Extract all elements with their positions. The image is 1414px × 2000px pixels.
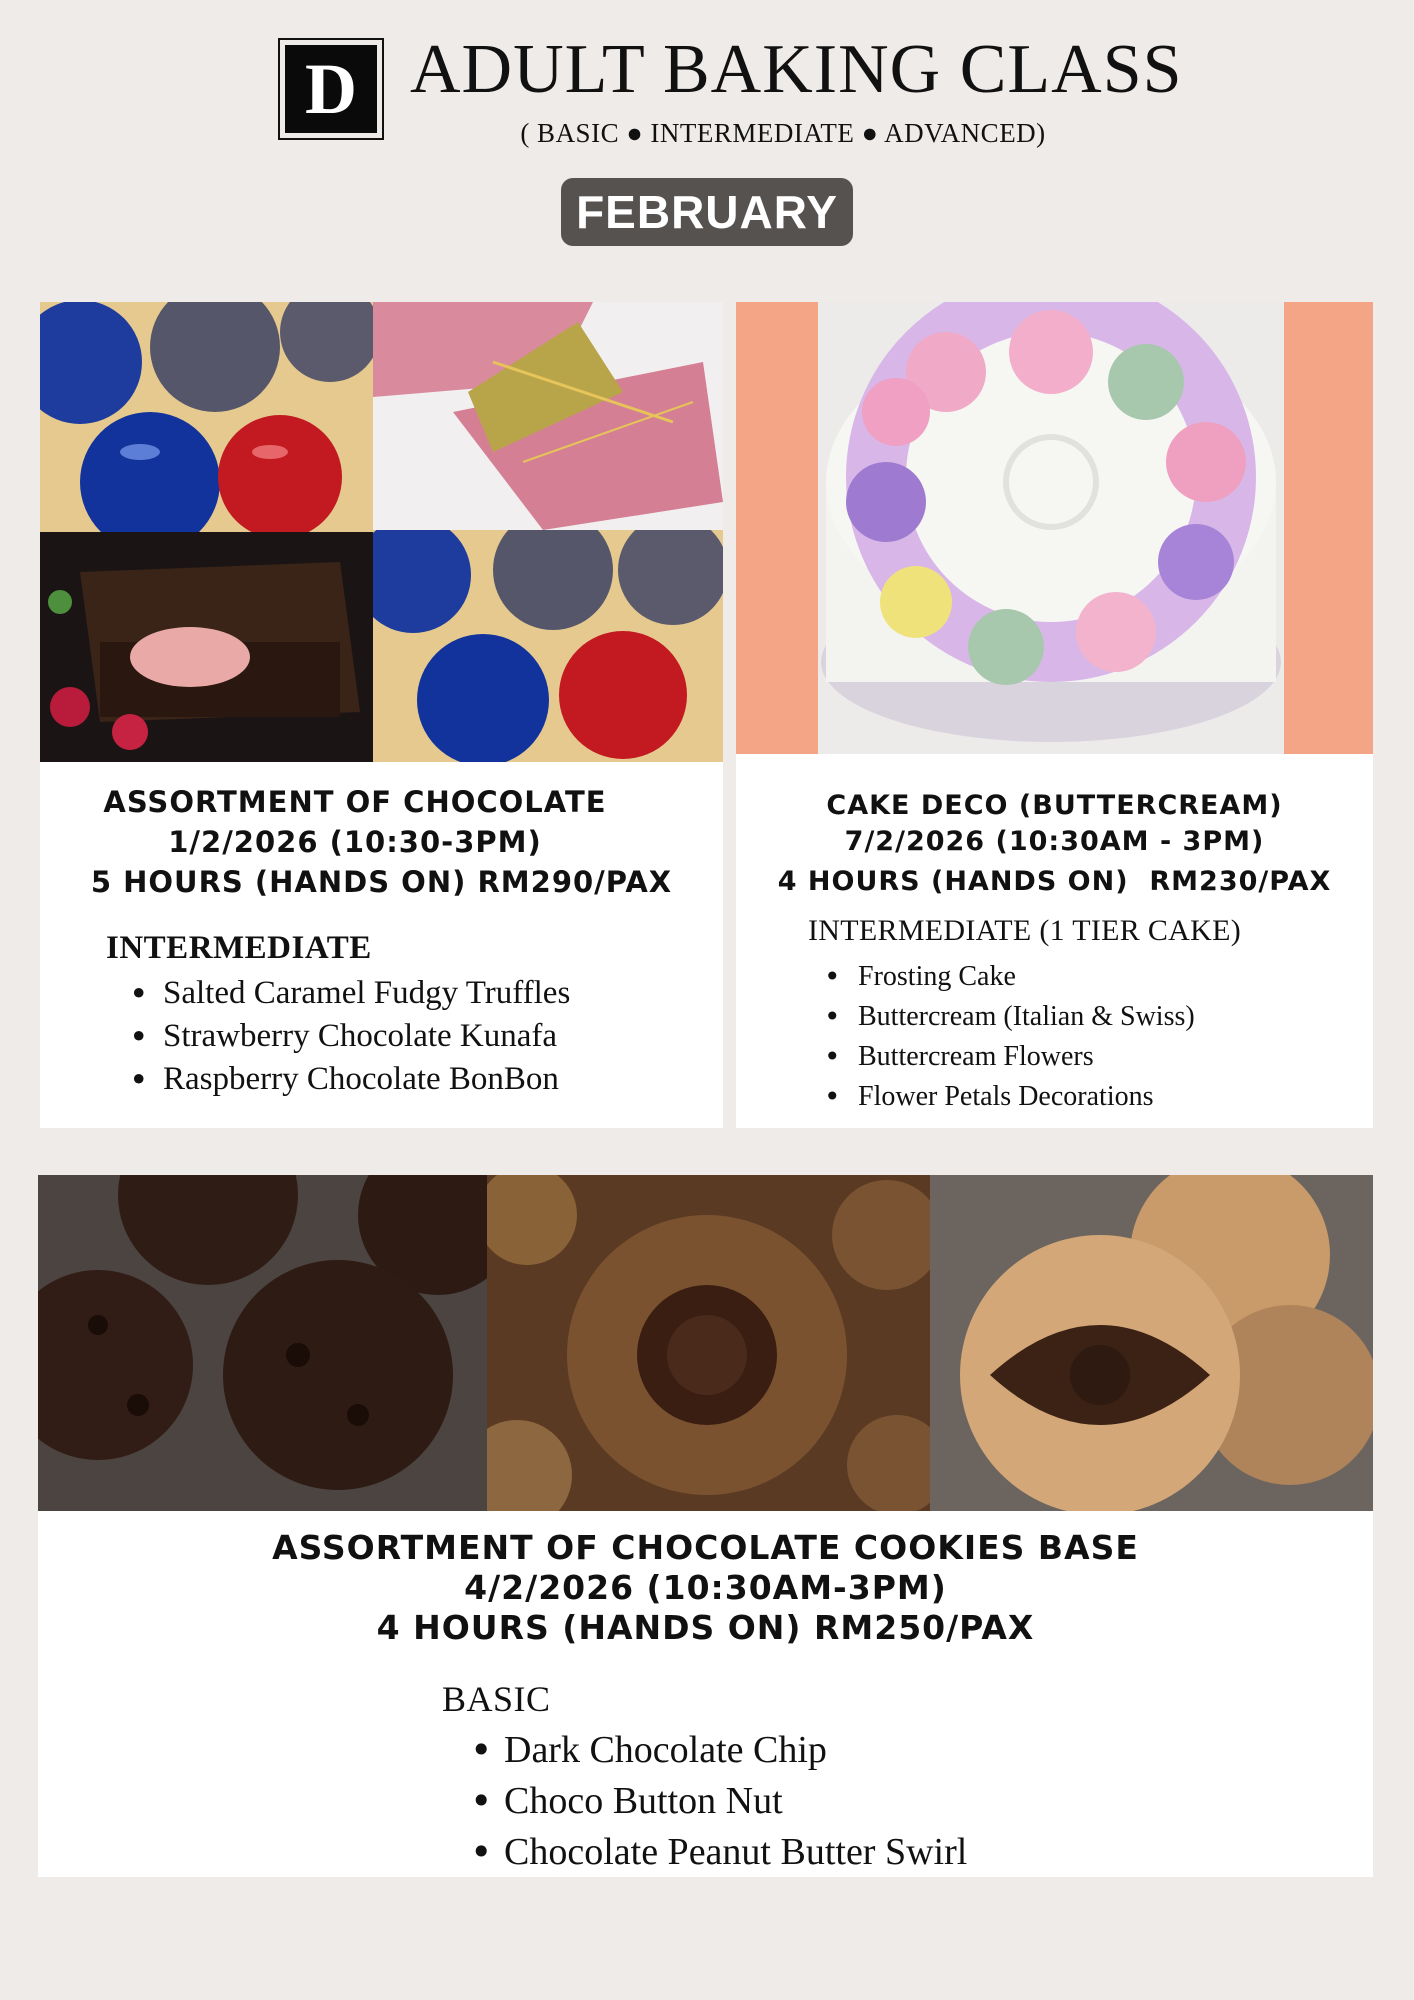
class-card-cookies <box>38 1175 1373 1877</box>
class-menu-list <box>858 957 1195 1117</box>
class-level: BASIC <box>442 1679 551 1719</box>
kunafa-bar-photo <box>373 302 723 530</box>
list-item: • Raspberry Chocolate BonBon <box>163 1058 570 1101</box>
choc-chip-cookie-photo <box>38 1175 487 1511</box>
list-item: • Salted Caramel Fudgy Truffles <box>163 972 570 1015</box>
class-duration-price: 5 HOURS (HANDS ON) RM290/PAX <box>90 865 673 899</box>
list-item: • Buttercream (Italian & Swiss) <box>858 997 1195 1037</box>
class-level: INTERMEDIATE <box>106 930 372 966</box>
class-card-cake-deco <box>736 302 1373 1128</box>
list-item: • Dark Chocolate Chip <box>504 1725 967 1776</box>
class-date: 7/2/2026 (10:30AM - 3PM) <box>844 826 1265 857</box>
raspberry-bonbon-photo <box>40 532 373 762</box>
class-name: ASSORTMENT OF CHOCOLATE <box>103 785 607 819</box>
level-subtitle-wrap <box>0 118 1414 149</box>
class-duration-price: 4 HOURS (HANDS ON) RM250/PAX <box>376 1608 1035 1647</box>
class-menu-list <box>163 972 570 1101</box>
list-item: • Flower Petals Decorations <box>858 1077 1195 1117</box>
logo-letter: D <box>285 45 377 133</box>
list-item: • Strawberry Chocolate Kunafa <box>163 1015 570 1058</box>
class-menu-list <box>504 1725 967 1878</box>
class-card-chocolate <box>40 302 723 1128</box>
level-subtitle: ( BASIC ● INTERMEDIATE ● ADVANCED) <box>520 118 1046 148</box>
peanut-butter-swirl-cookie-photo <box>930 1175 1373 1511</box>
nut-thumbprint-cookie-photo <box>487 1175 930 1511</box>
class-date: 1/2/2026 (10:30-3PM) <box>168 825 542 859</box>
class-date: 4/2/2026 (10:30AM-3PM) <box>464 1568 947 1607</box>
class-level: INTERMEDIATE (1 TIER CAKE) <box>808 914 1242 947</box>
bonbon-photo <box>40 302 373 532</box>
class-name: ASSORTMENT OF CHOCOLATE COOKIES BASE <box>272 1528 1139 1567</box>
list-item: • Buttercream Flowers <box>858 1037 1195 1077</box>
list-item: • Frosting Cake <box>858 957 1195 997</box>
page-title: ADULT BAKING CLASS <box>410 31 1183 108</box>
month-badge: FEBRUARY <box>561 178 853 246</box>
bonbon-photo-2 <box>373 530 723 762</box>
list-item: • Choco Button Nut <box>504 1776 967 1827</box>
buttercream-cake-photo <box>736 302 1373 754</box>
list-item: • Chocolate Peanut Butter Swirl <box>504 1827 967 1878</box>
class-duration-price: 4 HOURS (HANDS ON) RM230/PAX <box>777 866 1332 897</box>
class-name: CAKE DECO (BUTTERCREAM) <box>826 790 1283 821</box>
